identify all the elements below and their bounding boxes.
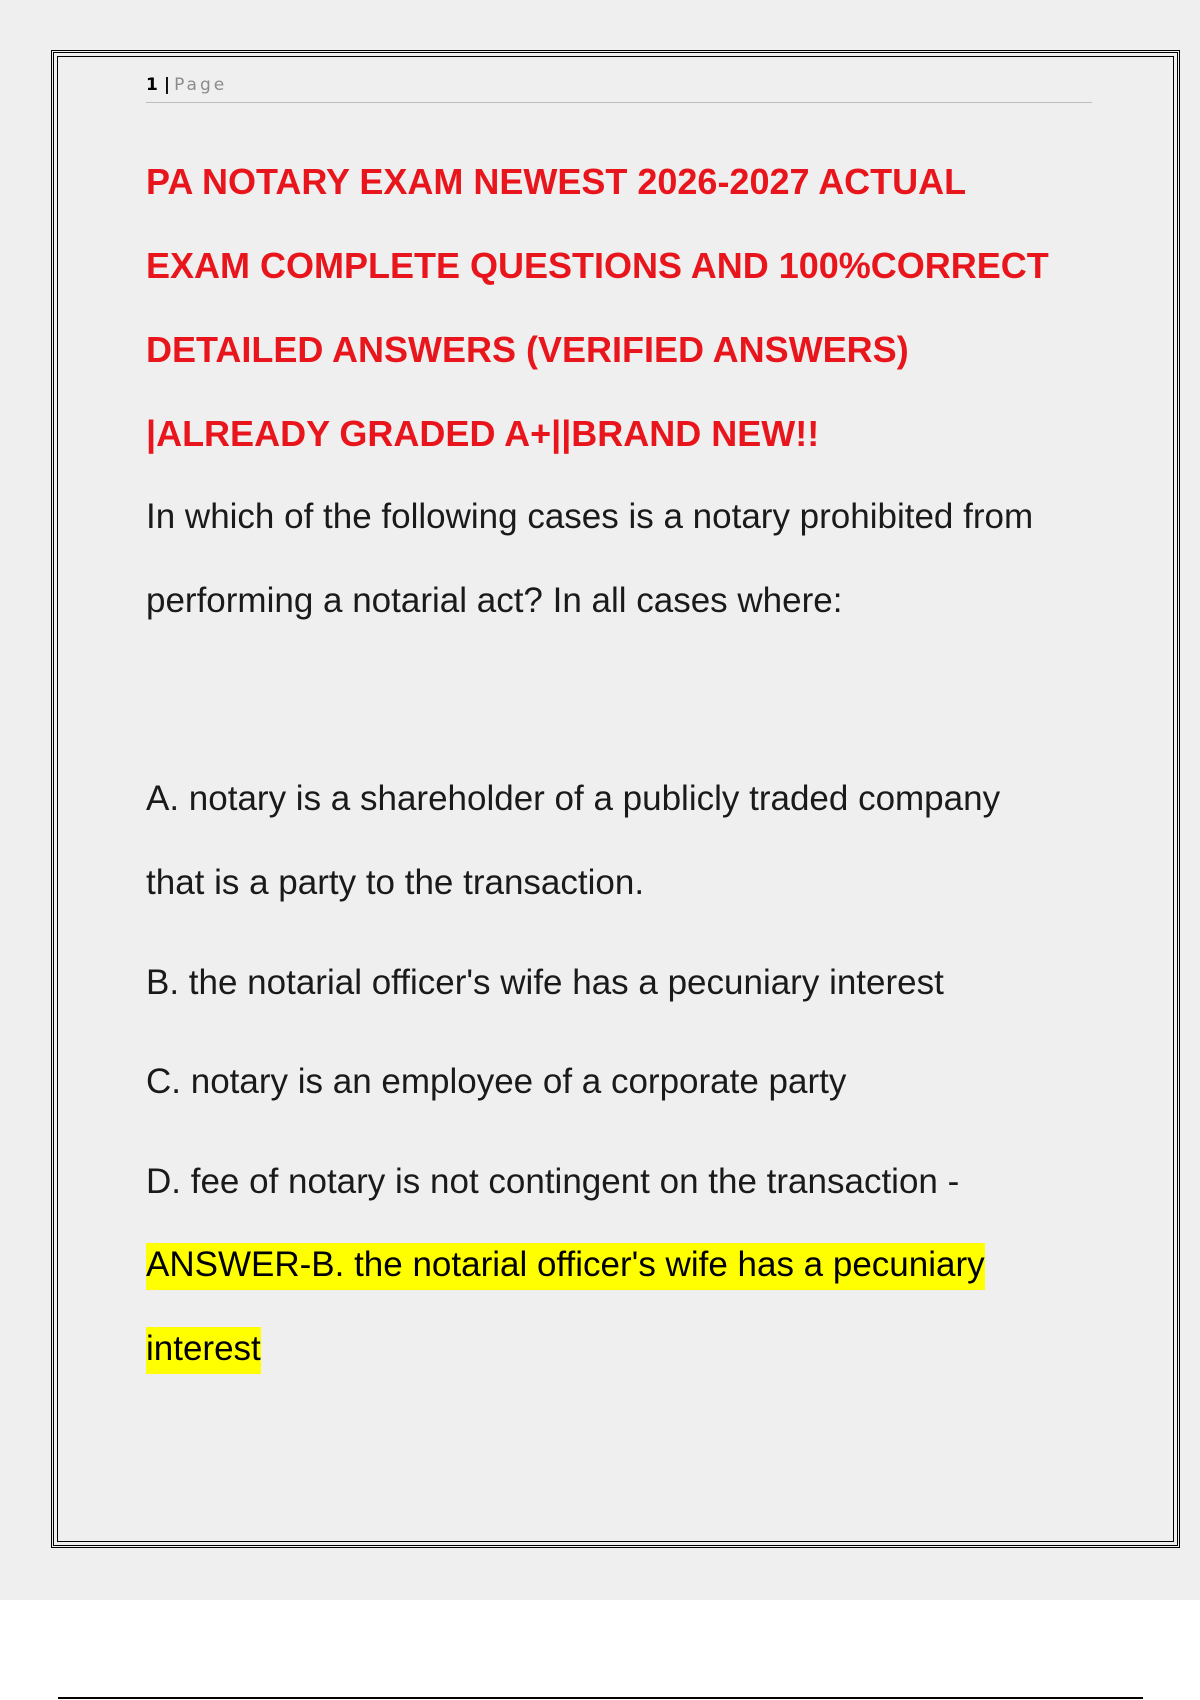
option-d: D. fee of notary is not contingent on the transaction - (146, 1162, 960, 1201)
option-b: B. the notarial officer's wife has a pecuniary interest (146, 963, 944, 1002)
page-label: Page (174, 75, 228, 95)
question-text: In which of the following cases is a notary prohibited from performing a notarial act? In all cases where: (146, 497, 1034, 620)
answer-paragraph (146, 1223, 1106, 1391)
page-header (146, 74, 1092, 103)
highlighted-answer: ANSWER-B. the notarial officer's wife has a pecuniary interest (146, 1243, 985, 1374)
header-separator: | (163, 75, 171, 95)
document-title: PA NOTARY EXAM NEWEST 2026-2027 ACTUAL EXAM COMPLETE QUESTIONS AND 100%CORRECT DETAILED ANSWERS (VERIFIED ANSWERS) |ALREADY GRADED A+||BRAND NEW!! (146, 161, 1049, 454)
option-c: C. notary is an employee of a corporate party (146, 1062, 847, 1101)
option-a: A. notary is a shareholder of a publicly traded company that is a party to the transaction. (146, 779, 1001, 902)
next-page-divider (58, 1697, 1143, 1699)
page-number: 1 (146, 75, 158, 95)
